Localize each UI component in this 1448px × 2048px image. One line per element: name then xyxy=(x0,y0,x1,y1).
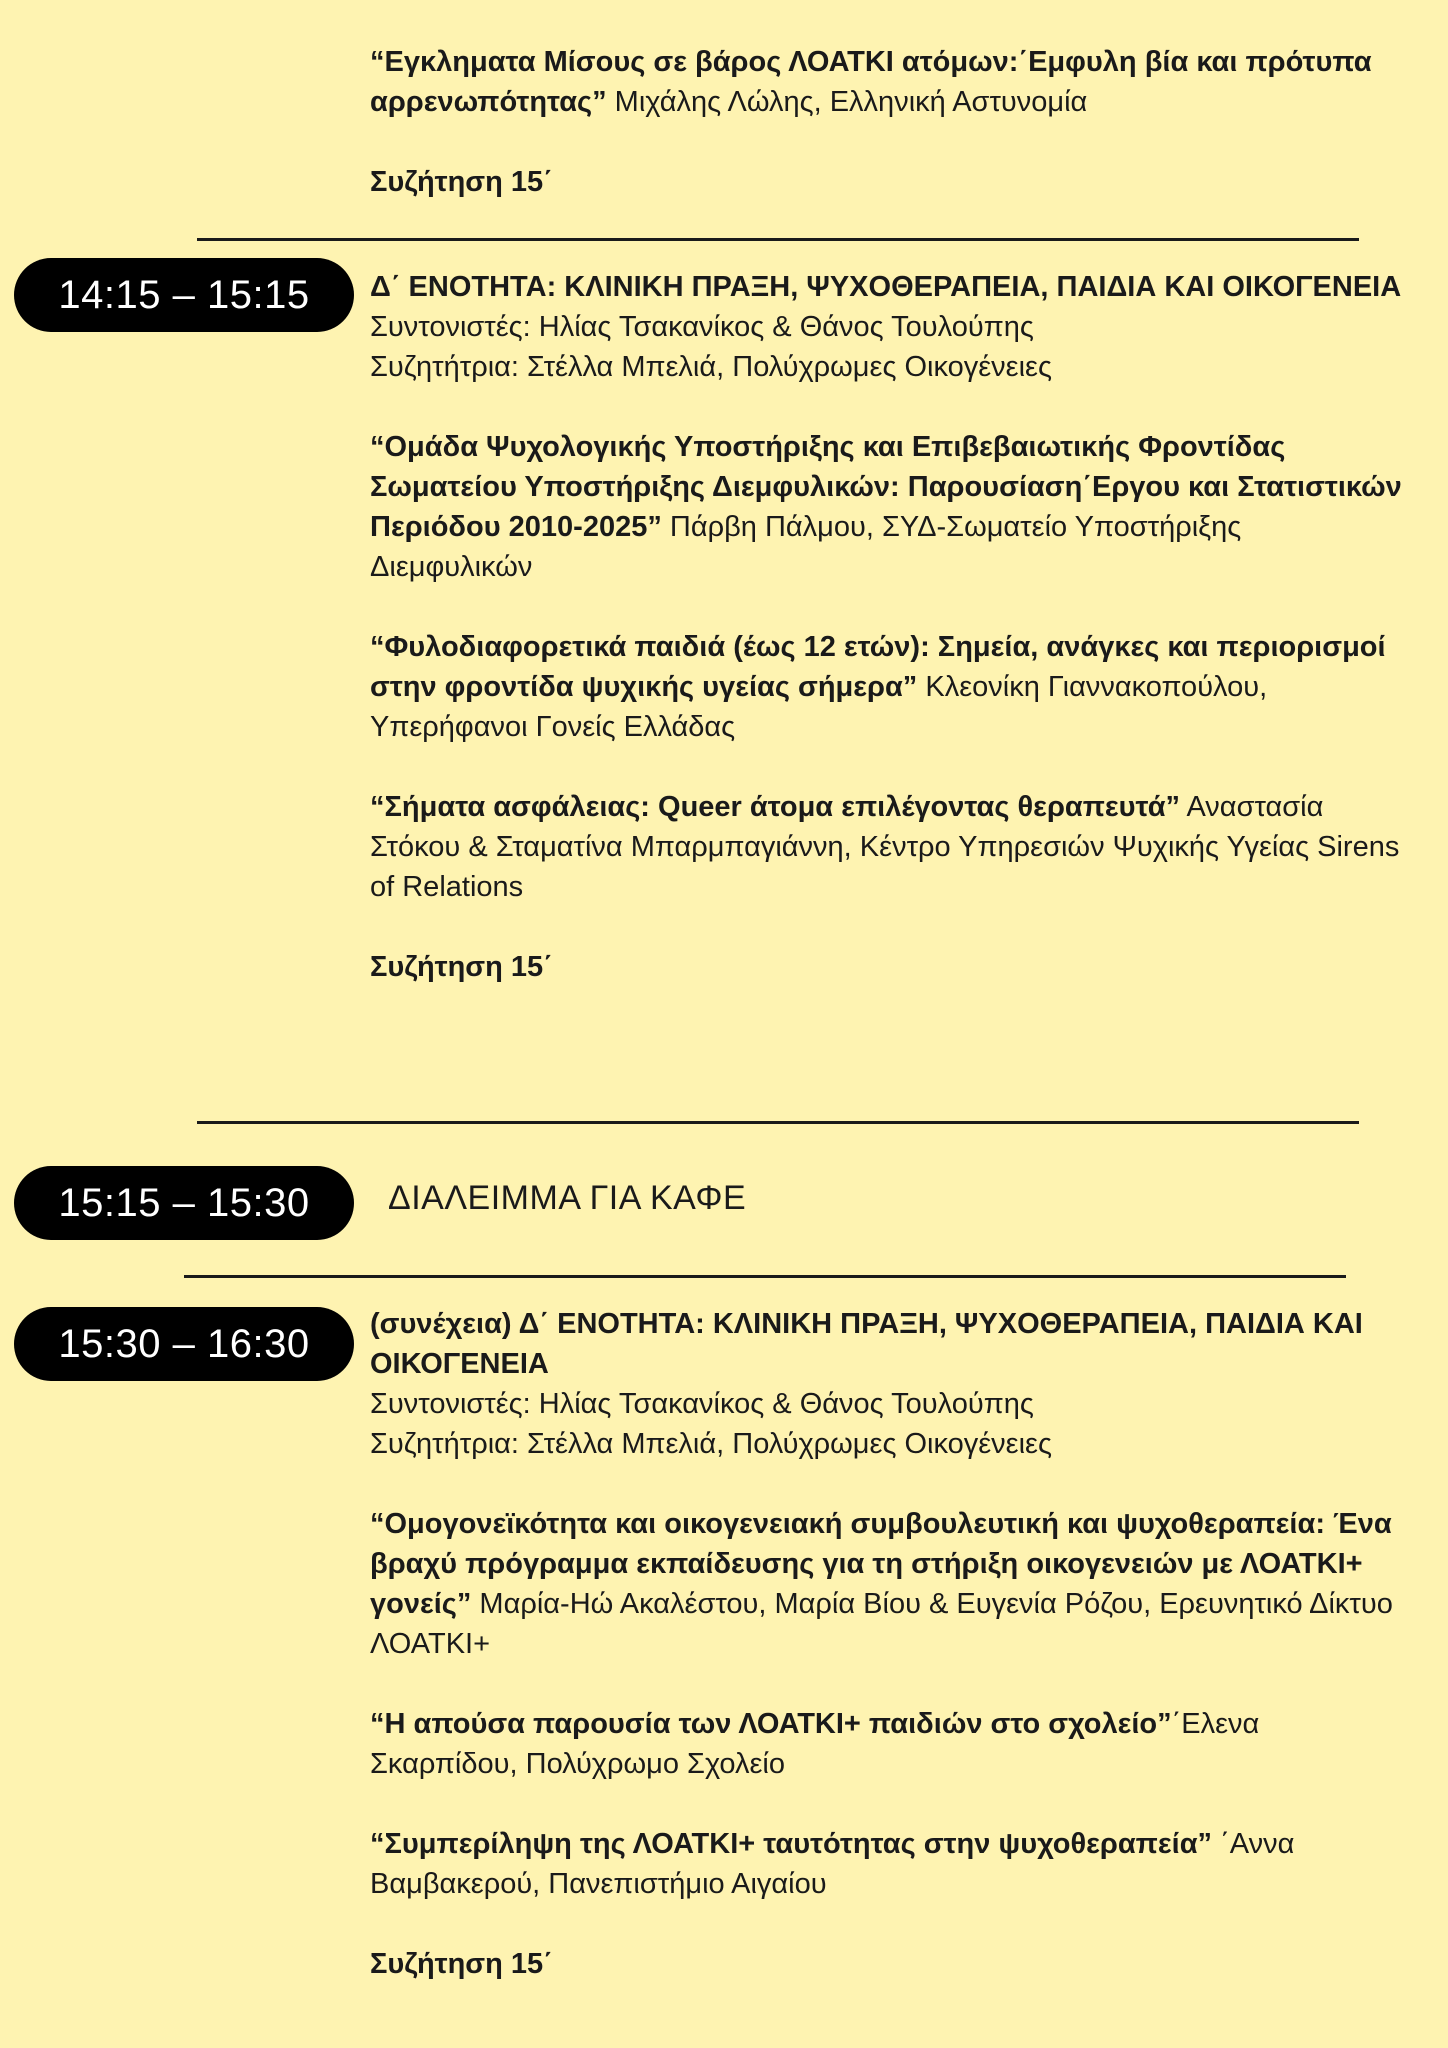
talk-title: “Σήματα ασφάλειας: Queer άτομα επιλέγοντας θεραπευτά” xyxy=(370,791,1181,823)
talk-title: “Ομάδα Ψυχολογικής Υποστήριξης και Επιβεβαιωτικής Φροντίδας Σωματείου Υποστήριξης Διεμφυλικών: Παρουσίαση΄Εργου και Στατιστικών Περιόδου 2010-2025” xyxy=(370,431,1402,543)
break-label: ΔΙΑΛΕΙΜΜΑ ΓΙΑ ΚΑΦΕ xyxy=(388,1179,747,1217)
talk-title: “Ομογονεϊκότητα και οικογενειακή συμβουλευτική και ψυχοθεραπεία: Ένα βραχύ πρόγραμμα εκπαίδευσης για τη στήριξη οικογενειών με ΛΟΑΤΚΙ+ γονείς” xyxy=(370,1508,1392,1620)
talk-entry xyxy=(370,42,1410,122)
divider-1 xyxy=(197,238,1359,241)
talk-speakers: Μαρία-Ηώ Ακαλέστου, Μαρία Βίου & Ευγενία Ρόζου, Ερευνητικό Δίκτυο ΛΟΑΤΚΙ+ xyxy=(370,1588,1393,1660)
intro-block xyxy=(370,42,1410,202)
session-d-heading: Δ΄ ΕΝΟΤΗΤΑ: ΚΛΙΝΙΚΗ ΠΡΑΞΗ, ΨΥΧΟΘΕΡΑΠΕΙΑ, ΠΑΙΔΙΑ ΚΑΙ ΟΙΚΟΓΕΝΕΙΑ xyxy=(370,271,1402,303)
talk-speakers: ΄Αννα Βαμβακερού, Πανεπιστήμιο Αιγαίου xyxy=(370,1828,1295,1900)
talk-speakers: Πάρβη Πάλμου, ΣΥΔ-Σωματείο Υποστήριξης Διεμφυλικών xyxy=(370,511,1242,583)
talk-speakers: ΄Ελενα Σκαρπίδου, Πολύχρωμο Σχολείο xyxy=(370,1708,1260,1780)
session-d-moderators: Συντονιστές: Ηλίας Τσακανίκος & Θάνος Τουλούπης xyxy=(370,311,1034,343)
session-d-cont-discussant: Συζητήτρια: Στέλλα Μπελιά, Πολύχρωμες Οικογένειες xyxy=(370,1428,1052,1460)
break-time-badge: 15:15 – 15:30 xyxy=(14,1166,354,1240)
talk-speakers: Αναστασία Στόκου & Σταματίνα Μπαρμπαγιάννη, Κέντρο Υπηρεσιών Ψυχικής Υγείας Sirens of Relations xyxy=(370,791,1400,903)
talk-title: “Συμπερίληψη της ΛΟΑΤΚΙ+ ταυτότητας στην ψυχοθεραπεία” xyxy=(370,1828,1213,1860)
session-d-time-badge: 14:15 – 15:15 xyxy=(14,258,354,332)
session-d-cont-moderators: Συντονιστές: Ηλίας Τσακανίκος & Θάνος Τουλούπης xyxy=(370,1388,1034,1420)
talk-entry xyxy=(370,427,1410,587)
session-d-discussant: Συζητήτρια: Στέλλα Μπελιά, Πολύχρωμες Οικογένειες xyxy=(370,351,1052,383)
discussion-label: Συζήτηση 15΄ xyxy=(370,951,553,983)
talk-entry xyxy=(370,1704,1410,1784)
talk-speakers: Μιχάλης Λώλης, Ελληνική Αστυνομία xyxy=(606,86,1088,118)
talk-title: “Η απούσα παρουσία των ΛΟΑΤΚΙ+ παιδιών στο σχολείο” xyxy=(370,1708,1172,1740)
session-d-cont-heading: (συνέχεια) Δ΄ ΕΝΟΤΗΤΑ: ΚΛΙΝΙΚΗ ΠΡΑΞΗ, ΨΥΧΟΘΕΡΑΠΕΙΑ, ΠΑΙΔΙΑ ΚΑΙ ΟΙΚΟΓΕΝΕΙΑ xyxy=(370,1308,1363,1380)
talk-title: “Φυλοδιαφορετικά παιδιά (έως 12 ετών): Σημεία, ανάγκες και περιορισμοί στην φροντίδα ψυχικής υγείας σήμερα” xyxy=(370,631,1386,703)
talk-entry xyxy=(370,627,1410,747)
talk-speakers: Κλεονίκη Γιαννακοπούλου, Υπερήφανοι Γονείς Ελλάδας xyxy=(370,671,1268,743)
divider-3 xyxy=(184,1275,1346,1278)
session-d-cont-block xyxy=(370,1304,1410,1984)
talk-entry xyxy=(370,787,1410,907)
discussion-label: Συζήτηση 15΄ xyxy=(370,166,553,198)
divider-2 xyxy=(197,1121,1359,1124)
discussion-label: Συζήτηση 15΄ xyxy=(370,1948,553,1980)
session-d-cont-time-badge: 15:30 – 16:30 xyxy=(14,1307,354,1381)
session-d-block xyxy=(370,267,1410,987)
talk-entry xyxy=(370,1504,1410,1664)
talk-entry xyxy=(370,1824,1410,1904)
talk-title: “Εγκληματα Μίσους σε βάρος ΛΟΑΤΚΙ ατόμων:΄Εμφυλη βία και πρότυπα αρρενωπότητας” xyxy=(370,46,1372,118)
